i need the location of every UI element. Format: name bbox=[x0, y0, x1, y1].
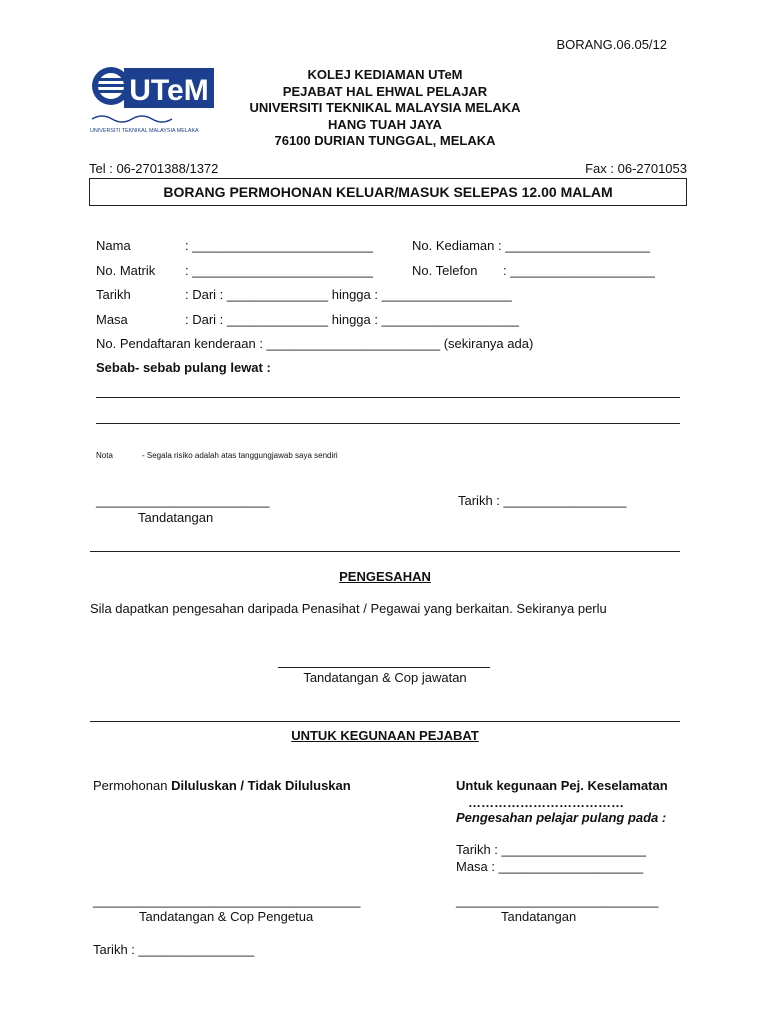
matrik-label: No. Matrik bbox=[96, 263, 156, 278]
nama-label: Nama bbox=[96, 238, 131, 253]
pengetua-signature-label: Tandatangan & Cop Pengetua bbox=[139, 909, 314, 924]
pengesahan-text: Sila dapatkan pengesahan daripada Penasihat / Pegawai yang berkaitan. Sekiranya perlu bbox=[90, 601, 607, 616]
security-signature-label: Tandatangan bbox=[501, 909, 577, 924]
header-line-2: PEJABAT HAL EHWAL PELAJAR bbox=[282, 84, 488, 99]
telefon-field[interactable]: : ____________________ bbox=[503, 263, 655, 278]
masa-label: Masa bbox=[96, 312, 128, 327]
security-date-field[interactable]: Tarikh : ____________________ bbox=[456, 842, 647, 857]
pengesahan-signature-label: Tandatangan & Cop jawatan bbox=[303, 670, 467, 685]
note-text: - Segala risiko adalah atas tanggungjawab saya sendiri bbox=[142, 451, 338, 460]
tel-number: Tel : 06-2701388/1372 bbox=[89, 161, 219, 176]
pengesahan-heading: PENGESAHAN bbox=[339, 569, 431, 584]
section-divider-2 bbox=[90, 721, 680, 722]
logo-brand-text: UTeM bbox=[129, 74, 209, 107]
header-line-3: UNIVERSITI TEKNIKAL MALAYSIA MELAKA bbox=[249, 100, 521, 115]
nama-field[interactable]: : _________________________ bbox=[185, 238, 373, 253]
security-subheading: Pengesahan pelajar pulang pada : bbox=[456, 810, 667, 825]
applicant-signature-line[interactable]: ________________________ bbox=[96, 493, 270, 508]
permohonan-prefix: Permohonan bbox=[93, 778, 172, 793]
security-signature-line[interactable]: ____________________________ bbox=[456, 893, 659, 908]
applicant-signature-label: Tandatangan bbox=[138, 510, 214, 525]
sebab-label: Sebab- sebab pulang lewat : bbox=[96, 360, 271, 375]
pengesahan-signature-line[interactable] bbox=[278, 667, 490, 668]
security-dots: ……………………………… bbox=[468, 795, 624, 810]
masa-range-field[interactable]: : Dari : ______________ hingga : ___________________ bbox=[185, 312, 519, 327]
sebab-line-1[interactable] bbox=[96, 397, 680, 398]
tarikh-label: Tarikh bbox=[96, 287, 131, 302]
note-label: Nota bbox=[96, 451, 113, 460]
pengetua-signature-line[interactable]: _____________________________________ bbox=[93, 893, 361, 908]
header-line-1: KOLEJ KEDIAMAN UTeM bbox=[307, 67, 463, 82]
security-time-field[interactable]: Masa : ____________________ bbox=[456, 859, 644, 874]
logo-caption: UNIVERSITI TEKNIKAL MALAYSIA MELAKA bbox=[90, 128, 199, 134]
kenderaan-field[interactable]: No. Pendaftaran kenderaan : ________________________ (sekiranya ada) bbox=[96, 336, 534, 351]
matrik-field[interactable]: : _________________________ bbox=[185, 263, 373, 278]
header-line-5: 76100 DURIAN TUNGGAL, MELAKA bbox=[274, 133, 496, 148]
applicant-date-field[interactable]: Tarikh : _________________ bbox=[458, 493, 627, 508]
form-title-box bbox=[89, 178, 687, 206]
security-heading: Untuk kegunaan Pej. Keselamatan bbox=[456, 778, 668, 793]
office-use-heading: UNTUK KEGUNAAN PEJABAT bbox=[291, 728, 479, 743]
section-divider-1 bbox=[90, 551, 680, 552]
permohonan-status bbox=[93, 778, 351, 793]
sebab-line-2[interactable] bbox=[96, 423, 680, 424]
form-code: BORANG.06.05/12 bbox=[556, 37, 667, 52]
fax-number: Fax : 06-2701053 bbox=[585, 161, 687, 176]
permohonan-options[interactable]: Diluluskan / Tidak Diluluskan bbox=[171, 778, 351, 793]
office-date-field[interactable]: Tarikh : ________________ bbox=[93, 942, 255, 957]
kediaman-field[interactable]: No. Kediaman : ____________________ bbox=[412, 238, 650, 253]
form-title: BORANG PERMOHONAN KELUAR/MASUK SELEPAS 12.00 MALAM bbox=[163, 184, 613, 200]
tarikh-range-field[interactable]: : Dari : ______________ hingga : __________________ bbox=[185, 287, 512, 302]
header-line-4: HANG TUAH JAYA bbox=[328, 117, 442, 132]
telefon-label: No. Telefon bbox=[412, 263, 478, 278]
